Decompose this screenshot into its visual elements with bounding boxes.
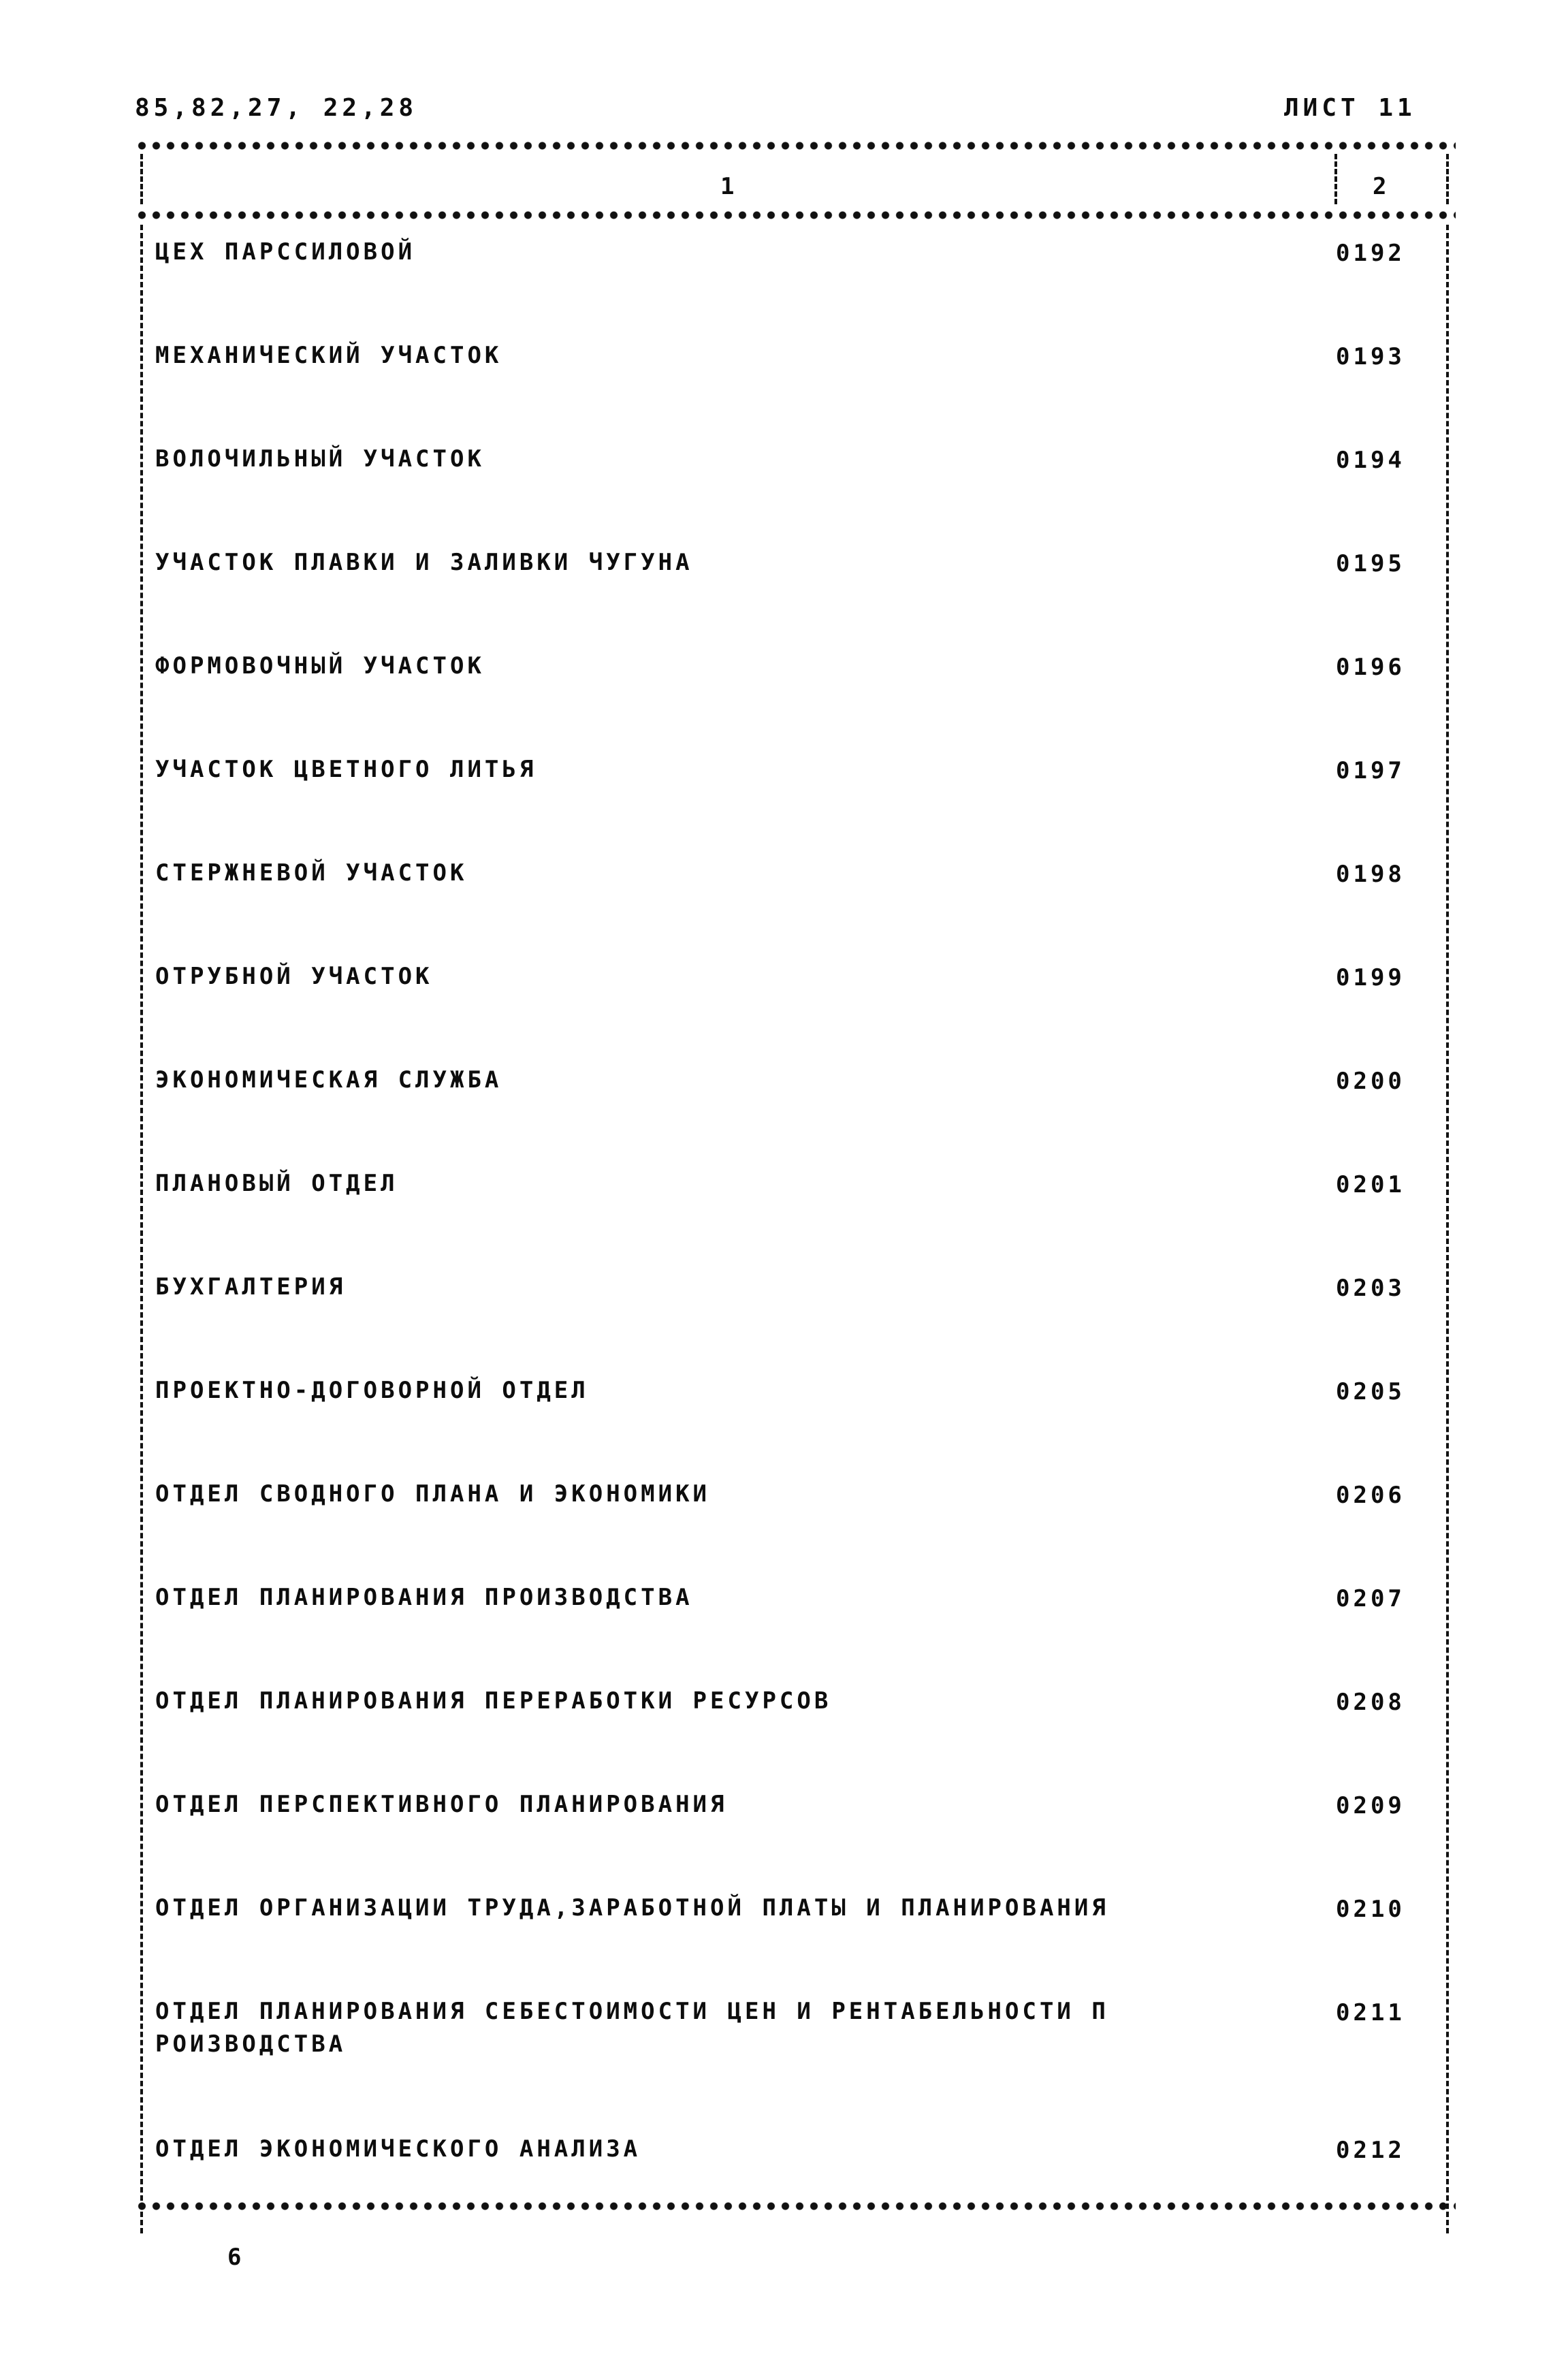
column-separator: [1334, 154, 1337, 204]
table-row-name: ОТДЕЛ ПЛАНИРОВАНИЯ ПЕРЕРАБОТКИ РЕСУРСОВ: [155, 1687, 832, 1715]
table-row-name: ФОРМОВОЧНЫЙ УЧАСТОК: [155, 652, 485, 680]
print-date-time: 85,82,27, 22,28: [135, 94, 418, 122]
table-row-code: 0194: [1336, 447, 1405, 474]
right-border: [1446, 225, 1449, 2233]
top-star-border: [135, 140, 1456, 151]
table-row-code: 0207: [1336, 1585, 1405, 1612]
table-row-code: 0199: [1336, 964, 1405, 991]
table-row-name: УЧАСТОК ЦВЕТНОГО ЛИТЬЯ: [155, 756, 537, 783]
sheet-number: ЛИСТ 11: [1284, 94, 1416, 122]
header-star-divider: [135, 210, 1456, 221]
table-row-code: 0209: [1336, 1792, 1405, 1819]
table-row-name: БУХГАЛТЕРИЯ: [155, 1273, 347, 1301]
table-row-name: ОТДЕЛ ПЕРСПЕКТИВНОГО ПЛАНИРОВАНИЯ: [155, 1791, 728, 1818]
table-row-name: ОТДЕЛ СВОДНОГО ПЛАНА И ЭКОНОМИКИ: [155, 1480, 711, 1508]
table-row-name: ОТДЕЛ ЭКОНОМИЧЕСКОГО АНАЛИЗА: [155, 2135, 641, 2163]
table-row-name: МЕХАНИЧЕСКИЙ УЧАСТОК: [155, 342, 502, 369]
table-row-name: СТЕРЖНЕВОЙ УЧАСТОК: [155, 859, 468, 887]
table-row-code: 0206: [1336, 1482, 1405, 1509]
table-row-code: 0205: [1336, 1378, 1405, 1405]
table-row-code: 0200: [1336, 1068, 1405, 1095]
right-border-header: [1446, 154, 1449, 204]
table-row-code: 0193: [1336, 343, 1405, 370]
table-row-name: ОТРУБНОЙ УЧАСТОК: [155, 963, 433, 990]
column-header-2: 2: [1373, 173, 1387, 200]
table-row-code: 0197: [1336, 757, 1405, 784]
table-row-code: 0212: [1336, 2137, 1405, 2164]
table-row-code: 0201: [1336, 1171, 1405, 1198]
table-row-code: 0208: [1336, 1689, 1405, 1716]
table-row-name: ВОЛОЧИЛЬНЫЙ УЧАСТОК: [155, 445, 485, 473]
table-row-code: 0196: [1336, 654, 1405, 681]
table-row-name: ПРОЕКТНО-ДОГОВОРНОЙ ОТДЕЛ: [155, 1377, 589, 1404]
table-row-code: 0203: [1336, 1275, 1405, 1302]
page-number: 6: [227, 2244, 242, 2271]
table-row-name: ПЛАНОВЫЙ ОТДЕЛ: [155, 1170, 398, 1197]
table-row-name: ОТДЕЛ ПЛАНИРОВАНИЯ СЕБЕСТОИМОСТИ ЦЕН И РЕНТАБЕЛЬНОСТИ П РОИЗВОДСТВА: [155, 1998, 1109, 2058]
column-header-1: 1: [720, 173, 735, 200]
left-border-header: [140, 154, 143, 204]
table-row-name: ЦЕХ ПАРССИЛОВОЙ: [155, 238, 416, 266]
bottom-star-border: [135, 2201, 1456, 2212]
table-row-code: 0198: [1336, 861, 1405, 888]
table-row-name: ЭКОНОМИЧЕСКАЯ СЛУЖБА: [155, 1066, 502, 1094]
table-row-code: 0211: [1336, 1999, 1405, 2026]
table-row-code: 0210: [1336, 1896, 1405, 1923]
table-row-name: ОТДЕЛ ОРГАНИЗАЦИИ ТРУДА,ЗАРАБОТНОЙ ПЛАТЫ И ПЛАНИРОВАНИЯ: [155, 1894, 1109, 1922]
left-border: [140, 225, 143, 2233]
table-row-name: УЧАСТОК ПЛАВКИ И ЗАЛИВКИ ЧУГУНА: [155, 549, 693, 576]
table-row-code: 0192: [1336, 240, 1405, 267]
table-row-code: 0195: [1336, 550, 1405, 577]
table-row-name: ОТДЕЛ ПЛАНИРОВАНИЯ ПРОИЗВОДСТВА: [155, 1584, 693, 1611]
